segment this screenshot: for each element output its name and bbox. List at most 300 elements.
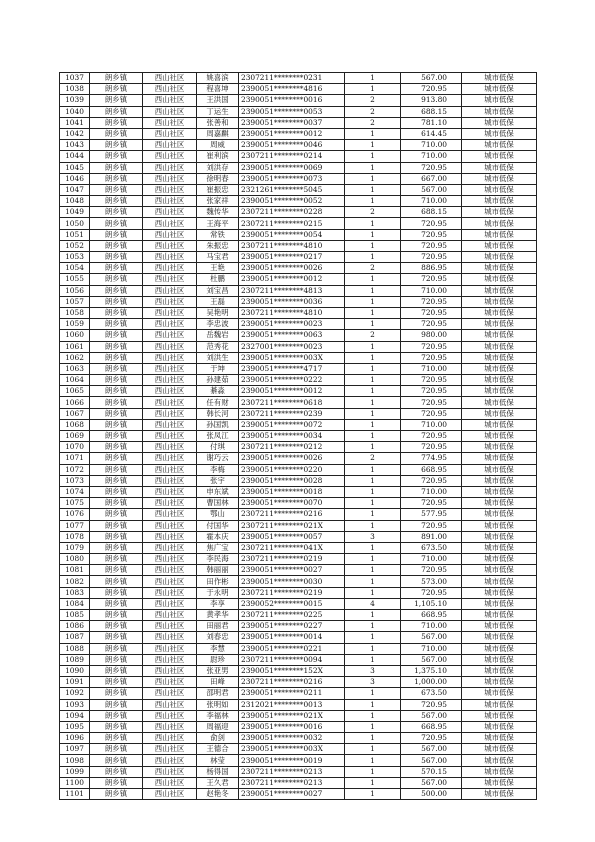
household-size-cell: 1: [345, 643, 401, 654]
id-number-cell: 2390051********0057: [239, 531, 345, 542]
category-cell: 城市低保: [462, 196, 537, 207]
community-cell: 西山社区: [143, 218, 197, 229]
name-cell: 王洪国: [197, 95, 239, 106]
row-number: 1088: [60, 643, 90, 654]
category-cell: 城市低保: [462, 140, 537, 151]
category-cell: 城市低保: [462, 274, 537, 285]
amount-cell: 710.00: [401, 151, 462, 162]
row-number: 1101: [60, 789, 90, 800]
community-cell: 西山社区: [143, 207, 197, 218]
community-cell: 西山社区: [143, 542, 197, 553]
category-cell: 城市低保: [462, 475, 537, 486]
row-number: 1090: [60, 665, 90, 676]
amount-cell: 668.95: [401, 721, 462, 732]
row-number: 1041: [60, 117, 90, 128]
name-cell: 张家祥: [197, 196, 239, 207]
town-cell: 朗乡镇: [90, 240, 143, 251]
amount-cell: 720.95: [401, 296, 462, 307]
row-number: 1056: [60, 285, 90, 296]
household-size-cell: 1: [345, 375, 401, 386]
row-number: 1097: [60, 744, 90, 755]
amount-cell: 668.95: [401, 464, 462, 475]
name-cell: 王磊: [197, 296, 239, 307]
category-cell: 城市低保: [462, 632, 537, 643]
amount-cell: 720.95: [401, 699, 462, 710]
community-cell: 西山社区: [143, 375, 197, 386]
town-cell: 朗乡镇: [90, 73, 143, 84]
amount-cell: 720.95: [401, 352, 462, 363]
town-cell: 朗乡镇: [90, 408, 143, 419]
category-cell: 城市低保: [462, 520, 537, 531]
name-cell: 谢巧云: [197, 453, 239, 464]
community-cell: 西山社区: [143, 419, 197, 430]
table-row: [60, 207, 537, 218]
community-cell: 西山社区: [143, 330, 197, 341]
community-cell: 西山社区: [143, 565, 197, 576]
household-size-cell: 1: [345, 789, 401, 800]
amount-cell: 667.00: [401, 173, 462, 184]
category-cell: 城市低保: [462, 654, 537, 665]
household-size-cell: 1: [345, 587, 401, 598]
id-number-cell: 2390051********0046: [239, 140, 345, 151]
household-size-cell: 1: [345, 274, 401, 285]
household-size-cell: 1: [345, 363, 401, 374]
town-cell: 朗乡镇: [90, 755, 143, 766]
category-cell: 城市低保: [462, 229, 537, 240]
id-number-cell: 2390051********0217: [239, 252, 345, 263]
community-cell: 西山社区: [143, 498, 197, 509]
name-cell: 付国华: [197, 520, 239, 531]
name-cell: 魏传华: [197, 207, 239, 218]
amount-cell: 570.15: [401, 766, 462, 777]
table-row: [60, 789, 537, 800]
town-cell: 朗乡镇: [90, 319, 143, 330]
amount-cell: 614.45: [401, 128, 462, 139]
household-size-cell: 1: [345, 296, 401, 307]
id-number-cell: 2390051********0032: [239, 733, 345, 744]
household-size-cell: 1: [345, 498, 401, 509]
amount-cell: 710.00: [401, 140, 462, 151]
community-cell: 西山社区: [143, 789, 197, 800]
household-size-cell: 1: [345, 621, 401, 632]
town-cell: 朗乡镇: [90, 554, 143, 565]
name-cell: 刘春忠: [197, 632, 239, 643]
town-cell: 朗乡镇: [90, 789, 143, 800]
table-row: [60, 128, 537, 139]
community-cell: 西山社区: [143, 733, 197, 744]
id-number-cell: 2307211********0618: [239, 397, 345, 408]
community-cell: 西山社区: [143, 128, 197, 139]
household-size-cell: 2: [345, 95, 401, 106]
id-number-cell: 2390051********0023: [239, 319, 345, 330]
town-cell: 朗乡镇: [90, 542, 143, 553]
town-cell: 朗乡镇: [90, 587, 143, 598]
row-number: 1100: [60, 777, 90, 788]
category-cell: 城市低保: [462, 498, 537, 509]
household-size-cell: 1: [345, 766, 401, 777]
amount-cell: 980.00: [401, 330, 462, 341]
id-number-cell: 2390051********0012: [239, 128, 345, 139]
row-number: 1086: [60, 621, 90, 632]
community-cell: 西山社区: [143, 285, 197, 296]
community-cell: 西山社区: [143, 442, 197, 453]
household-size-cell: 4: [345, 598, 401, 609]
table-row: [60, 542, 537, 553]
table-row: [60, 117, 537, 128]
row-number: 1069: [60, 431, 90, 442]
row-number: 1043: [60, 140, 90, 151]
town-cell: 朗乡镇: [90, 397, 143, 408]
town-cell: 朗乡镇: [90, 643, 143, 654]
household-size-cell: 1: [345, 755, 401, 766]
row-number: 1077: [60, 520, 90, 531]
id-number-cell: 2307211********041X: [239, 542, 345, 553]
name-cell: 张凤江: [197, 431, 239, 442]
table-row: [60, 162, 537, 173]
category-cell: 城市低保: [462, 677, 537, 688]
name-cell: 张明如: [197, 699, 239, 710]
household-size-cell: 1: [345, 464, 401, 475]
community-cell: 西山社区: [143, 486, 197, 497]
id-number-cell: 2390051********0211: [239, 688, 345, 699]
table-row: [60, 140, 537, 151]
category-cell: 城市低保: [462, 486, 537, 497]
table-row: [60, 184, 537, 195]
name-cell: 于永明: [197, 587, 239, 598]
id-number-cell: 2390051********0028: [239, 475, 345, 486]
town-cell: 朗乡镇: [90, 509, 143, 520]
row-number: 1078: [60, 531, 90, 542]
community-cell: 西山社区: [143, 643, 197, 654]
town-cell: 朗乡镇: [90, 721, 143, 732]
community-cell: 西山社区: [143, 106, 197, 117]
community-cell: 西山社区: [143, 352, 197, 363]
category-cell: 城市低保: [462, 307, 537, 318]
name-cell: 朱振忠: [197, 240, 239, 251]
town-cell: 朗乡镇: [90, 296, 143, 307]
category-cell: 城市低保: [462, 542, 537, 553]
table-row: [60, 565, 537, 576]
town-cell: 朗乡镇: [90, 486, 143, 497]
amount-cell: 891.00: [401, 531, 462, 542]
town-cell: 朗乡镇: [90, 464, 143, 475]
amount-cell: 720.95: [401, 565, 462, 576]
category-cell: 城市低保: [462, 319, 537, 330]
name-cell: 申东斌: [197, 486, 239, 497]
category-cell: 城市低保: [462, 352, 537, 363]
row-number: 1080: [60, 554, 90, 565]
table-row: [60, 531, 537, 542]
amount-cell: 1,000.00: [401, 677, 462, 688]
row-number: 1038: [60, 84, 90, 95]
community-cell: 西山社区: [143, 665, 197, 676]
town-cell: 朗乡镇: [90, 621, 143, 632]
category-cell: 城市低保: [462, 576, 537, 587]
category-cell: 城市低保: [462, 296, 537, 307]
amount-cell: 710.00: [401, 363, 462, 374]
category-cell: 城市低保: [462, 688, 537, 699]
town-cell: 朗乡镇: [90, 565, 143, 576]
community-cell: 西山社区: [143, 95, 197, 106]
id-number-cell: 2390051********0034: [239, 431, 345, 442]
row-number: 1048: [60, 196, 90, 207]
town-cell: 朗乡镇: [90, 84, 143, 95]
amount-cell: 720.95: [401, 520, 462, 531]
id-number-cell: 2390051********003X: [239, 744, 345, 755]
community-cell: 西山社区: [143, 252, 197, 263]
category-cell: 城市低保: [462, 363, 537, 374]
id-number-cell: 2390051********0036: [239, 296, 345, 307]
household-size-cell: 1: [345, 431, 401, 442]
id-number-cell: 2321261********5045: [239, 184, 345, 195]
amount-cell: 710.00: [401, 419, 462, 430]
town-cell: 朗乡镇: [90, 307, 143, 318]
name-cell: 俞剑: [197, 733, 239, 744]
name-cell: 焦广宝: [197, 542, 239, 553]
name-cell: 李民海: [197, 554, 239, 565]
amount-cell: 668.95: [401, 610, 462, 621]
category-cell: 城市低保: [462, 386, 537, 397]
household-size-cell: 1: [345, 319, 401, 330]
category-cell: 城市低保: [462, 554, 537, 565]
household-size-cell: 1: [345, 632, 401, 643]
id-number-cell: 2390051********0069: [239, 162, 345, 173]
row-number: 1044: [60, 151, 90, 162]
household-size-cell: 1: [345, 442, 401, 453]
id-number-cell: 2327001********0023: [239, 341, 345, 352]
household-size-cell: 3: [345, 665, 401, 676]
row-number: 1040: [60, 106, 90, 117]
town-cell: 朗乡镇: [90, 632, 143, 643]
amount-cell: 710.00: [401, 285, 462, 296]
household-size-cell: 1: [345, 688, 401, 699]
row-number: 1052: [60, 240, 90, 251]
name-cell: 付琪: [197, 442, 239, 453]
row-number: 1055: [60, 274, 90, 285]
community-cell: 西山社区: [143, 744, 197, 755]
amount-cell: 710.00: [401, 621, 462, 632]
household-size-cell: 1: [345, 419, 401, 430]
amount-cell: 720.95: [401, 587, 462, 598]
row-number: 1047: [60, 184, 90, 195]
amount-cell: 913.80: [401, 95, 462, 106]
community-cell: 西山社区: [143, 229, 197, 240]
household-size-cell: 1: [345, 173, 401, 184]
community-cell: 西山社区: [143, 576, 197, 587]
household-size-cell: 1: [345, 710, 401, 721]
id-number-cell: 2390051********0012: [239, 274, 345, 285]
name-cell: 刘洪生: [197, 352, 239, 363]
amount-cell: 720.95: [401, 375, 462, 386]
name-cell: 韩丽丽: [197, 565, 239, 576]
category-cell: 城市低保: [462, 744, 537, 755]
table-row: [60, 721, 537, 732]
table-row: [60, 240, 537, 251]
town-cell: 朗乡镇: [90, 162, 143, 173]
community-cell: 西山社区: [143, 397, 197, 408]
table-row: [60, 677, 537, 688]
table-row: [60, 766, 537, 777]
table-row: [60, 106, 537, 117]
community-cell: 西山社区: [143, 319, 197, 330]
town-cell: 朗乡镇: [90, 699, 143, 710]
table-row: [60, 397, 537, 408]
amount-cell: 567.00: [401, 710, 462, 721]
household-size-cell: 1: [345, 733, 401, 744]
amount-cell: 720.95: [401, 386, 462, 397]
community-cell: 西山社区: [143, 777, 197, 788]
name-cell: 王德合: [197, 744, 239, 755]
table-row: [60, 229, 537, 240]
table-row: [60, 486, 537, 497]
name-cell: 尉珍: [197, 654, 239, 665]
name-cell: 马宝君: [197, 252, 239, 263]
table-row: [60, 610, 537, 621]
amount-cell: 1,105.10: [401, 598, 462, 609]
id-number-cell: 2390051********0030: [239, 576, 345, 587]
row-number: 1042: [60, 128, 90, 139]
household-size-cell: 2: [345, 330, 401, 341]
id-number-cell: 2307211********0231: [239, 73, 345, 84]
table-row: [60, 363, 537, 374]
category-cell: 城市低保: [462, 173, 537, 184]
row-number: 1054: [60, 263, 90, 274]
row-number: 1049: [60, 207, 90, 218]
category-cell: 城市低保: [462, 408, 537, 419]
id-number-cell: 2390051********0027: [239, 565, 345, 576]
id-number-cell: 2390051********0019: [239, 755, 345, 766]
town-cell: 朗乡镇: [90, 777, 143, 788]
row-number: 1073: [60, 475, 90, 486]
table-row: [60, 475, 537, 486]
community-cell: 西山社区: [143, 140, 197, 151]
category-cell: 城市低保: [462, 755, 537, 766]
household-size-cell: 2: [345, 117, 401, 128]
id-number-cell: 2390051********021X: [239, 710, 345, 721]
amount-cell: 720.95: [401, 341, 462, 352]
table-row: [60, 688, 537, 699]
row-number: 1059: [60, 319, 90, 330]
table-row: [60, 643, 537, 654]
category-cell: 城市低保: [462, 721, 537, 732]
table-row: [60, 408, 537, 419]
id-number-cell: 2390051********0027: [239, 789, 345, 800]
id-number-cell: 2307211********0219: [239, 554, 345, 565]
community-cell: 西山社区: [143, 621, 197, 632]
name-cell: 田丽君: [197, 621, 239, 632]
amount-cell: 710.00: [401, 486, 462, 497]
table-row: [60, 621, 537, 632]
name-cell: 韩长河: [197, 408, 239, 419]
table-row: [60, 453, 537, 464]
table-row: [60, 151, 537, 162]
community-cell: 西山社区: [143, 654, 197, 665]
community-cell: 西山社区: [143, 84, 197, 95]
name-cell: 范秀花: [197, 341, 239, 352]
row-number: 1079: [60, 542, 90, 553]
name-cell: 孙国凯: [197, 419, 239, 430]
category-cell: 城市低保: [462, 285, 537, 296]
records-table: [59, 72, 537, 800]
name-cell: 林莹: [197, 755, 239, 766]
row-number: 1087: [60, 632, 90, 643]
name-cell: 杨得国: [197, 766, 239, 777]
row-number: 1074: [60, 486, 90, 497]
household-size-cell: 1: [345, 307, 401, 318]
household-size-cell: 1: [345, 654, 401, 665]
table-row: [60, 744, 537, 755]
row-number: 1072: [60, 464, 90, 475]
table-row: [60, 755, 537, 766]
household-size-cell: 1: [345, 777, 401, 788]
town-cell: 朗乡镇: [90, 173, 143, 184]
town-cell: 朗乡镇: [90, 386, 143, 397]
row-number: 1081: [60, 565, 90, 576]
amount-cell: 567.00: [401, 755, 462, 766]
table-row: [60, 84, 537, 95]
name-cell: 黄孝华: [197, 610, 239, 621]
household-size-cell: 1: [345, 84, 401, 95]
name-cell: 吴艳明: [197, 307, 239, 318]
row-number: 1037: [60, 73, 90, 84]
category-cell: 城市低保: [462, 431, 537, 442]
table-row: [60, 95, 537, 106]
town-cell: 朗乡镇: [90, 263, 143, 274]
table-row: [60, 274, 537, 285]
name-cell: 张宇: [197, 475, 239, 486]
id-number-cell: 2390051********0037: [239, 117, 345, 128]
name-cell: 綦淼: [197, 386, 239, 397]
category-cell: 城市低保: [462, 240, 537, 251]
household-size-cell: 1: [345, 475, 401, 486]
household-size-cell: 2: [345, 207, 401, 218]
id-number-cell: 2390051********0052: [239, 196, 345, 207]
household-size-cell: 1: [345, 229, 401, 240]
town-cell: 朗乡镇: [90, 151, 143, 162]
row-number: 1058: [60, 307, 90, 318]
id-number-cell: 2307211********0213: [239, 766, 345, 777]
amount-cell: 720.95: [401, 431, 462, 442]
category-cell: 城市低保: [462, 184, 537, 195]
id-number-cell: 2390051********0012: [239, 386, 345, 397]
amount-cell: 567.00: [401, 744, 462, 755]
name-cell: 李享: [197, 598, 239, 609]
row-number: 1062: [60, 352, 90, 363]
name-cell: 田峰: [197, 677, 239, 688]
id-number-cell: 2390051********0018: [239, 486, 345, 497]
amount-cell: 577.95: [401, 509, 462, 520]
table-row: [60, 733, 537, 744]
town-cell: 朗乡镇: [90, 688, 143, 699]
amount-cell: 720.95: [401, 218, 462, 229]
id-number-cell: 2307211********021X: [239, 520, 345, 531]
id-number-cell: 2390051********0016: [239, 721, 345, 732]
category-cell: 城市低保: [462, 665, 537, 676]
category-cell: 城市低保: [462, 699, 537, 710]
community-cell: 西山社区: [143, 184, 197, 195]
household-size-cell: 1: [345, 610, 401, 621]
name-cell: 田作彬: [197, 576, 239, 587]
household-size-cell: 1: [345, 140, 401, 151]
community-cell: 西山社区: [143, 766, 197, 777]
table-row: [60, 576, 537, 587]
amount-cell: 720.95: [401, 408, 462, 419]
table-row: [60, 699, 537, 710]
category-cell: 城市低保: [462, 777, 537, 788]
name-cell: 鄂山: [197, 509, 239, 520]
table-row: [60, 352, 537, 363]
town-cell: 朗乡镇: [90, 218, 143, 229]
